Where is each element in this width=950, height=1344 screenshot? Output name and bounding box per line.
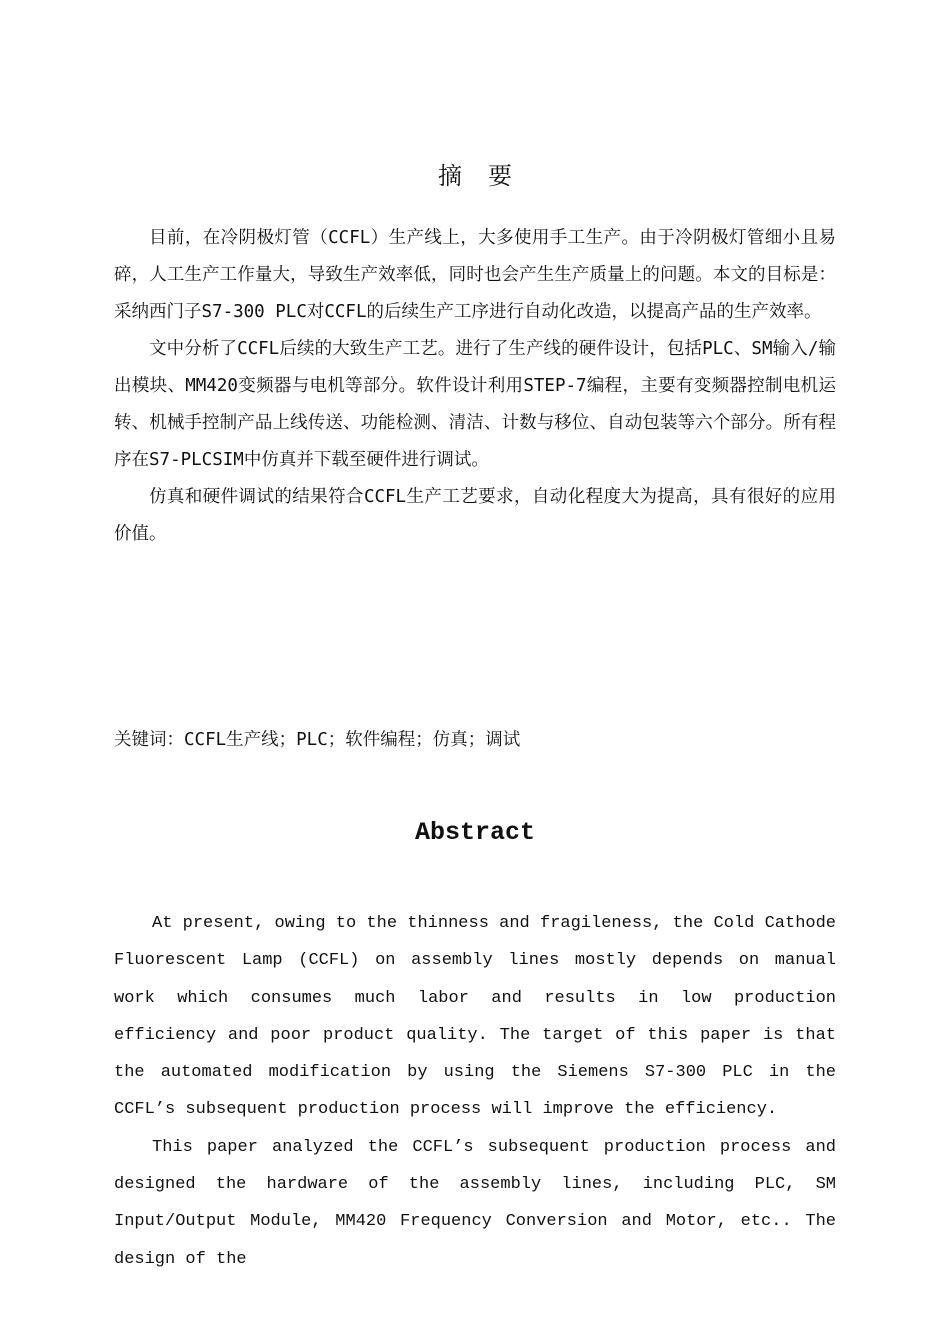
chinese-keywords: 关键词：CCFL生产线；PLC；软件编程；仿真；调试	[114, 730, 521, 750]
chinese-abstract-title: 摘要	[438, 162, 538, 190]
chinese-paragraph-2: 文中分析了CCFL后续的大致生产工艺。进行了生产线的硬件设计，包括PLC、SM输入/输出模块、MM420变频器与电机等部分。软件设计利用STEP-7编程，主要有变频器控制电机运转、机械手控制产品上线传送、功能检测、清洁、计数与移位、自动包装等六个部分。所有程序在S7-PLCSIM中仿真并下载至硬件进行调试。	[114, 339, 836, 470]
english-paragraph-2: This paper analyzed the CCFL’s subsequent production process and designed the hardware of the assembly lines, including PLC, SM Input/Output Module, MM420 Frequency Conversion and Motor, etc.. The design of the	[114, 1137, 836, 1269]
chinese-paragraph-3: 仿真和硬件调试的结果符合CCFL生产工艺要求，自动化程度大为提高，具有很好的应用价值。	[114, 487, 836, 544]
english-paragraph-1: At present, owing to the thinness and fragileness, the Cold Cathode Fluorescent Lamp (CCFL) on assembly lines mostly depends on manual work which consumes much labor and results in low production efficiency and poor product quality. The target of this paper is that the automated modification by using the Siemens S7-300 PLC in the CCFL’s subsequent production process will improve the efficiency.	[114, 914, 836, 1120]
chinese-abstract-body	[114, 220, 836, 553]
english-abstract-body	[114, 905, 836, 1278]
english-abstract-title: Abstract	[414, 818, 536, 847]
chinese-paragraph-1: 目前，在冷阴极灯管（CCFL）生产线上，大多使用手工生产。由于冷阴极灯管细小且易碎，人工生产工作量大，导致生产效率低，同时也会产生生产质量上的问题。本文的目标是：采纳西门子S7-300 PLC对CCFL的后续生产工序进行自动化改造，以提高产品的生产效率。	[114, 228, 836, 322]
